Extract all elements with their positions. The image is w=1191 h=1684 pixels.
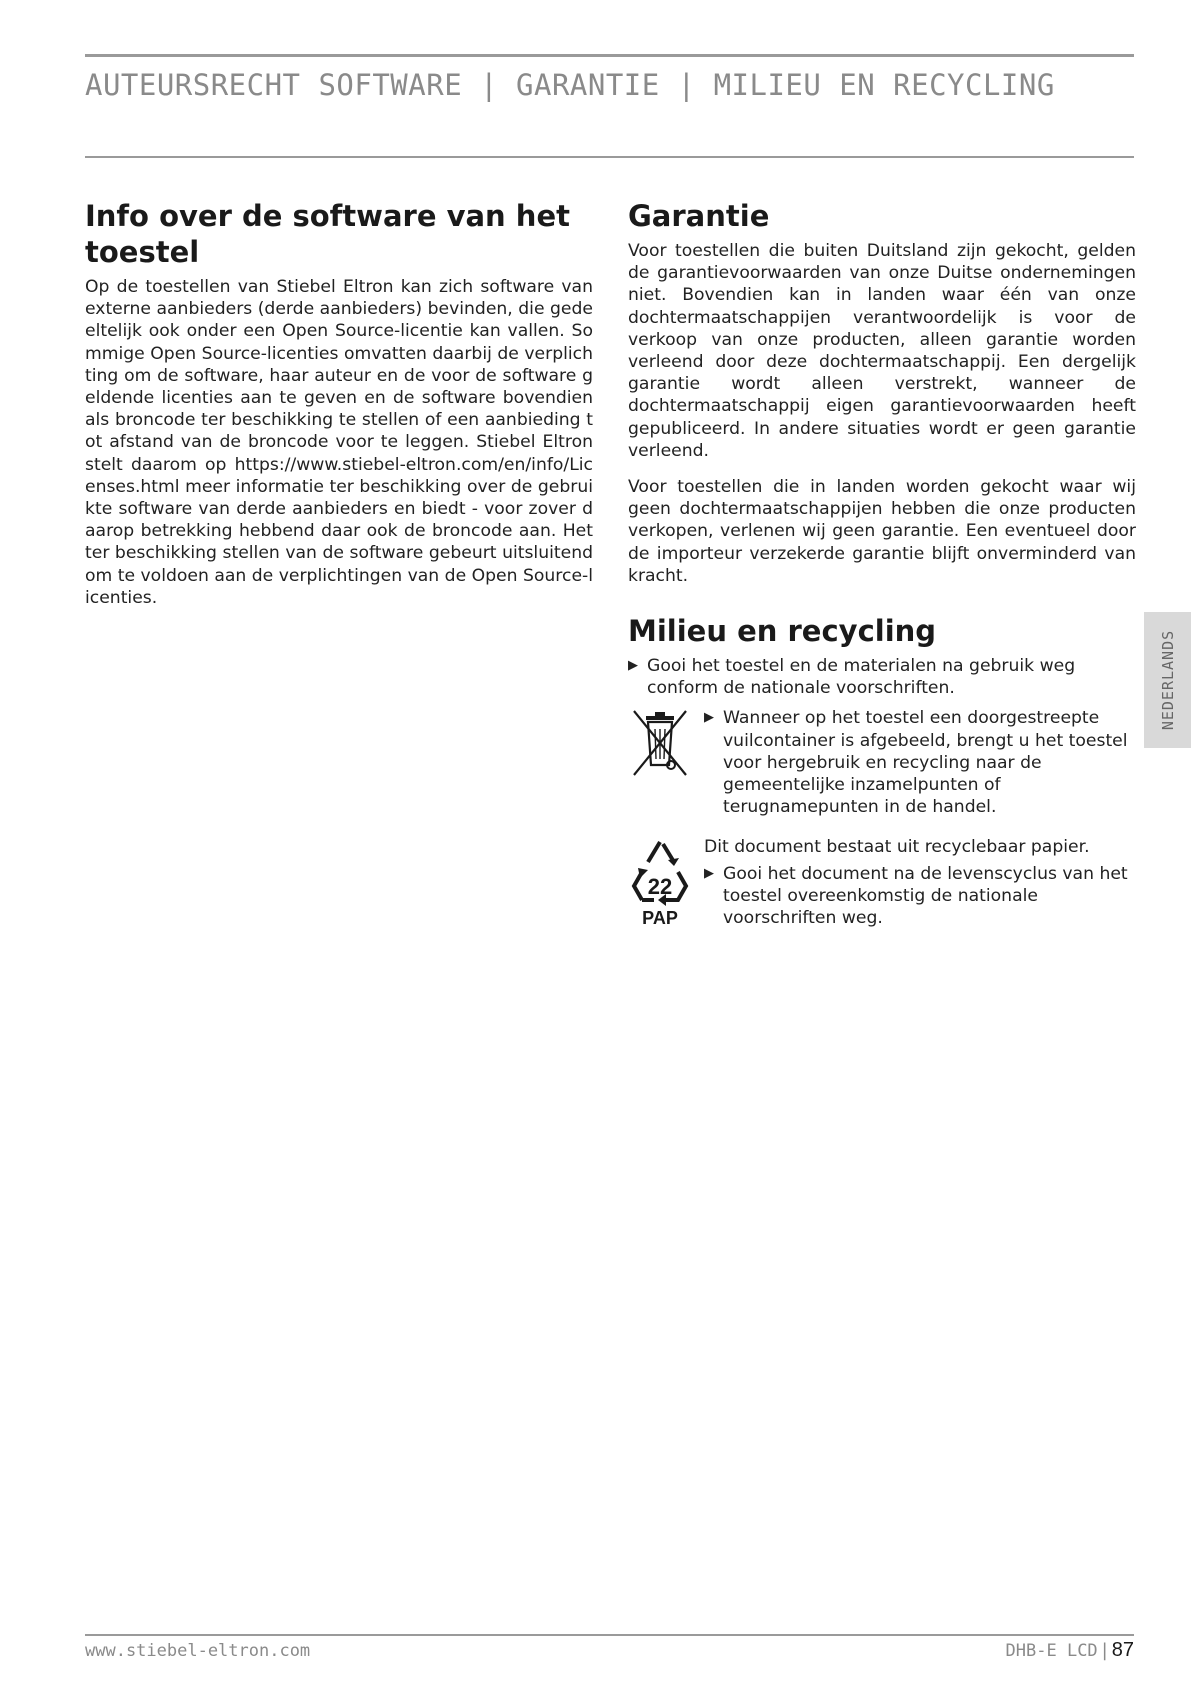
recycle-code: PAP xyxy=(642,908,678,929)
milieu-bullet-1 xyxy=(628,655,1136,699)
milieu-heading: Milieu en recycling xyxy=(628,614,937,649)
software-heading: Info over de software van het toestel xyxy=(85,199,570,269)
paper-note: Dit document bestaat uit recyclebaar papier. xyxy=(704,837,1090,858)
right-column xyxy=(628,198,1136,947)
milieu-bullet-2-text: Wanneer op het toestel een doorgestreepte vuilcontainer is afgebeeld, brengt u het toestel voor hergebruik en recycling naar de gemeentelijke inzamelpunten of terugnamepunten in de handel. xyxy=(723,708,1128,818)
footer-rule xyxy=(85,1634,1134,1636)
page-number: 87 xyxy=(1111,1639,1134,1661)
header-bottom-rule xyxy=(85,156,1134,158)
language-tab-label: NEDERLANDS xyxy=(1158,629,1177,731)
triangle-right-icon: ▶ xyxy=(704,710,714,726)
garantie-paragraph-1: Voor toestellen die buiten Duitsland zijn gekocht, gelden de garantievoorwaarden van onze Duitse ondernemingen niet. Bovendien kan in landen waar één van onze dochtermaatschappijen verantwoordelijk is voor de verkoop van onze producten, alleen garantie worden verleend door deze dochtermaatschappij. Een dergelijk garantie wordt alleen verstrekt, wanneer de dochtermaatschappij eigen garantievoorwaarden heeft gepubliceerd. In andere situaties wordt er geen garantie verleend. xyxy=(628,241,1136,461)
footer-model: DHB-E LCD xyxy=(1005,1641,1098,1661)
language-tab xyxy=(1144,612,1191,748)
garantie-paragraph-2: Voor toestellen die in landen worden gekocht waar wij geen dochtermaatschappijen hebben die onze producten verkopen, verlenen wij geen garantie. Een eventueel door de importeur verzekerde garantie blijft onverminderd van kracht. xyxy=(628,477,1136,586)
milieu-bullet-3-text: Gooi het document na de levenscyclus van het toestel overeenkomstig de nationale voorschriften weg. xyxy=(723,863,1128,929)
triangle-right-icon: ▶ xyxy=(628,658,638,674)
milieu-bullet-3 xyxy=(704,863,1136,930)
triangle-right-icon: ▶ xyxy=(704,865,714,881)
software-section xyxy=(85,198,593,623)
software-body: Op de toestellen van Stiebel Eltron kan zich software van externe aanbieders (derde aanbieders) bevinden, die gedeeltelijk ook onder een Open Source-licentie kan vallen. Sommige Open Source-licenties omvatten daarbij de verplichting om de software, haar auteur en de voor de software geldende licenties aan te geven en de software bovendien als broncode ter beschikking te stellen of een aanbieding tot afstand van de broncode voor te leggen. Stiebel Eltron stelt daarom op https://www.stiebel-eltron.com/en/info/Licenses.html meer informatie ter beschikking over de gebruikte software van derde aanbieders en biedt - voor zover daarop betrekking hebbend daar ook de broncode aan. Het ter beschikking stellen van de software gebeurt uitsluitend om te voldoen aan de verplichtingen van de Open Source-licenties. xyxy=(85,277,593,608)
milieu-bullet-1-text: Gooi het toestel en de materialen na gebruik weg conform de nationale voorschriften. xyxy=(647,656,1076,699)
footer-website: www.stiebel-eltron.com xyxy=(85,1641,311,1661)
footer-separator: | xyxy=(1101,1640,1108,1661)
weee-row xyxy=(628,707,1136,826)
footer-page-info xyxy=(1006,1639,1134,1662)
page-header-title: AUTEURSRECHT SOFTWARE | GARANTIE | MILIEU EN RECYCLING xyxy=(85,68,1055,102)
garantie-heading: Garantie xyxy=(628,199,770,233)
recycle-number: 22 xyxy=(647,874,673,900)
crossed-bin-icon xyxy=(628,707,700,783)
milieu-bullet-2 xyxy=(704,707,1136,818)
recycling-symbol-icon xyxy=(628,836,700,932)
recycle-row xyxy=(628,836,1136,937)
header-top-rule xyxy=(85,54,1134,57)
